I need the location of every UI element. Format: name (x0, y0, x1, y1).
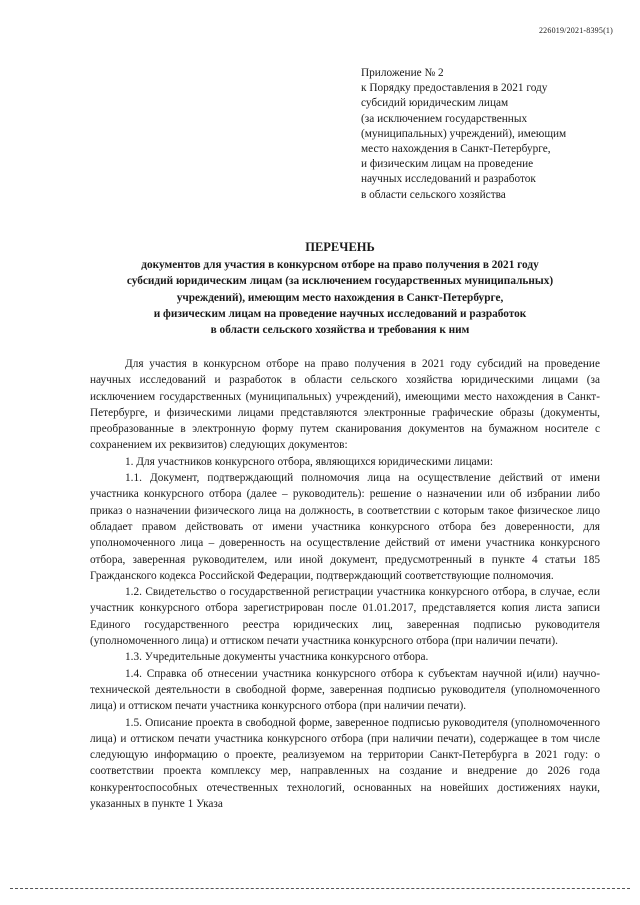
appendix-line: (муниципальных) учреждений), имеющим (361, 127, 567, 140)
document-title: ПЕРЕЧЕНЬ (305, 240, 375, 254)
document-number: 226019/2021-8395(1) (538, 26, 613, 35)
subtitle-line: в области сельского хозяйства и требования к ним (210, 324, 470, 337)
appendix-line: к Порядку предоставления в 2021 году (361, 82, 548, 95)
subtitle-line: и физическим лицам на проведение научных исследований и разработок (153, 307, 527, 320)
appendix-block (361, 66, 611, 203)
clause-paragraph: 1.2. Свидетельство о государственной регистрации участника конкурсного отбора, в случае, если участник конкурсного отбора зарегистрирован после 01.01.2017, представляется копия листа записи Единого государственного реестра юридических лиц, заверенная подписью руководителя (уполномоченного лица) и оттиском печати участника конкурсного отбора (при наличии печати). (90, 586, 600, 648)
subtitle-line: учреждений), имеющим место нахождения в Санкт-Петербурге, (176, 291, 504, 304)
clause-paragraph: 1.1. Документ, подтверждающий полномочия лица на осуществление действий от имени участника конкурсного отбора (далее – руководитель): решение о назначении или об избрании либо приказ о назначении физического лица на должность, в соответствии с которым такое физическое лицо обладает правом действовать от имени участника конкурсного отбора без доверенности, для уполномоченного лица – доверенность на осуществление действий от имени участника конкурсного отбора, заверенная руководителем, или иной документ, предусмотренный в пункте 4 статьи 185 Гражданского кодекса Российской Федерации, подтверждающий соответствующие полномочия. (90, 472, 600, 582)
appendix-line: (за исключением государственных (361, 112, 528, 125)
title-block (70, 240, 610, 338)
subtitle-line: субсидий юридическим лицам (за исключением государственных муниципальных) (126, 275, 554, 288)
section-heading: 1. Для участников конкурсного отбора, являющихся юридическими лицами: (125, 455, 493, 468)
document-body (90, 356, 600, 812)
intro-paragraph: Для участия в конкурсном отборе на право получения в 2021 году субсидий на проведение научных исследований и разработок в области сельского хозяйства юридическими лицами (за исключением государственных (муниципальных) учреждений), имеющими место нахождения в Санкт-Петербурге, и физическими лицами представляются электронные графические образы (документы, преобразованные в электронную форму путем сканирования документов на бумажном носителе с сохранением их реквизитов) следующих документов: (90, 358, 600, 452)
appendix-line: Приложение № 2 (361, 67, 444, 79)
appendix-line: субсидий юридическим лицам (361, 97, 509, 110)
subtitle-line: документов для участия в конкурсном отборе на право получения в 2021 году (141, 259, 539, 271)
appendix-line: место нахождения в Санкт-Петербурге, (361, 143, 551, 156)
document-subtitle (70, 257, 610, 338)
clause-paragraph: 1.5. Описание проекта в свободной форме, заверенное подписью руководителя (уполномоченного лица) и оттиском печати участника конкурсного отбора (при наличии печати), содержащее в том числе следующую информацию о проекте, реализуемом на территории Санкт-Петербурга в 2021 году: о соответствии проекта комплексу мер, направленных на создание и внедрение до 2026 года конкурентоспособных отечественных технологий, основанных на новейших достижениях науки, указанных в пункте 1 Указа (90, 716, 600, 811)
appendix-line: и физическим лицам на проведение (361, 158, 534, 171)
clause-paragraph: 1.4. Справка об отнесении участника конкурсного отбора к субъектам научной и(или) научно-технической деятельности в свободной форме, заверенная подписью руководителя (уполномоченного лица) и оттиском печати участника конкурсного отбора (при наличии печати). (90, 667, 600, 713)
scan-bottom-edge (10, 888, 630, 889)
appendix-line: в области сельского хозяйства (361, 188, 506, 201)
clause-paragraph: 1.3. Учредительные документы участника конкурсного отбора. (125, 651, 429, 664)
appendix-line: научных исследований и разработок (361, 173, 536, 186)
